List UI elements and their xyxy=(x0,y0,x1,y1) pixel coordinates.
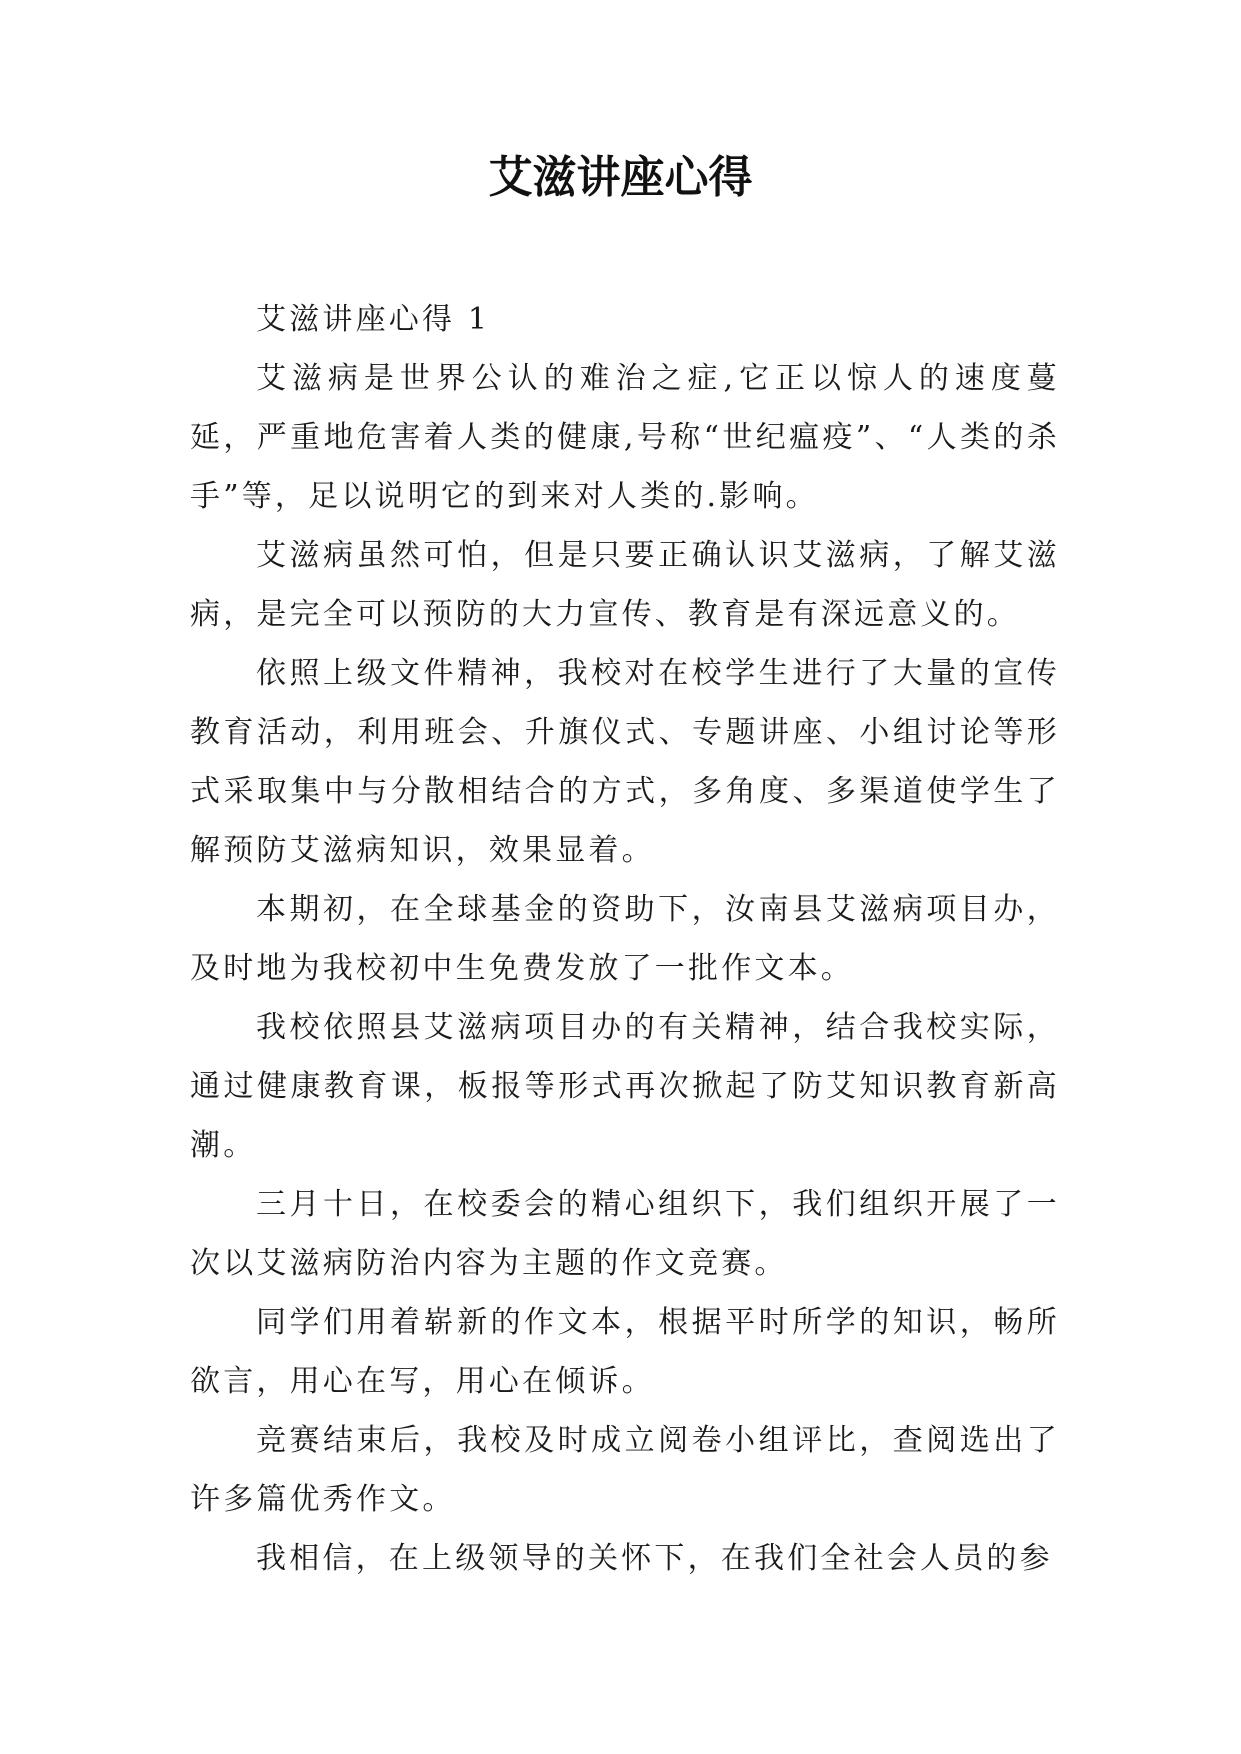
paragraph-5: 我校依照县艾滋病项目办的有关精神，结合我校实际，通过健康教育课，板报等形式再次掀起了防艾知识教育新高潮。 xyxy=(190,1010,1060,1163)
paragraph-3: 依照上级文件精神，我校对在校学生进行了大量的宣传教育活动，利用班会、升旗仪式、专题讲座、小组讨论等形式采取集中与分散相结合的方式，多角度、多渠道使学生了解预防艾滋病知识，效果显着。 xyxy=(190,656,1060,868)
document-title: 艾滋讲座心得 xyxy=(488,152,753,203)
paragraph-2: 艾滋病虽然可怕，但是只要正确认识艾滋病，了解艾滋病，是完全可以预防的大力宣传、教育是有深远意义的。 xyxy=(190,538,1060,632)
paragraph-4: 本期初，在全球基金的资助下，汝南县艾滋病项目办，及时地为我校初中生免费发放了一批作文本。 xyxy=(190,892,1060,986)
paragraph-6: 三月十日，在校委会的精心组织下，我们组织开展了一次以艾滋病防治内容为主题的作文竞赛。 xyxy=(190,1187,1060,1281)
document-body xyxy=(190,290,1060,1588)
paragraph-9: 我相信，在上级领导的关怀下，在我们全社会人员的参 xyxy=(256,1541,1053,1576)
paragraph-8: 竞赛结束后，我校及时成立阅卷小组评比，查阅选出了许多篇优秀作文。 xyxy=(190,1423,1060,1517)
paragraph-1: 艾滋病是世界公认的难治之症,它正以惊人的速度蔓延，严重地危害着人类的健康,号称“世纪瘟疫”、“人类的杀手”等，足以说明它的到来对人类的.影响。 xyxy=(190,361,1060,514)
section-subheading: 艾滋讲座心得 1 xyxy=(256,302,491,337)
paragraph-7: 同学们用着崭新的作文本，根据平时所学的知识，畅所欲言，用心在写，用心在倾诉。 xyxy=(190,1305,1060,1399)
